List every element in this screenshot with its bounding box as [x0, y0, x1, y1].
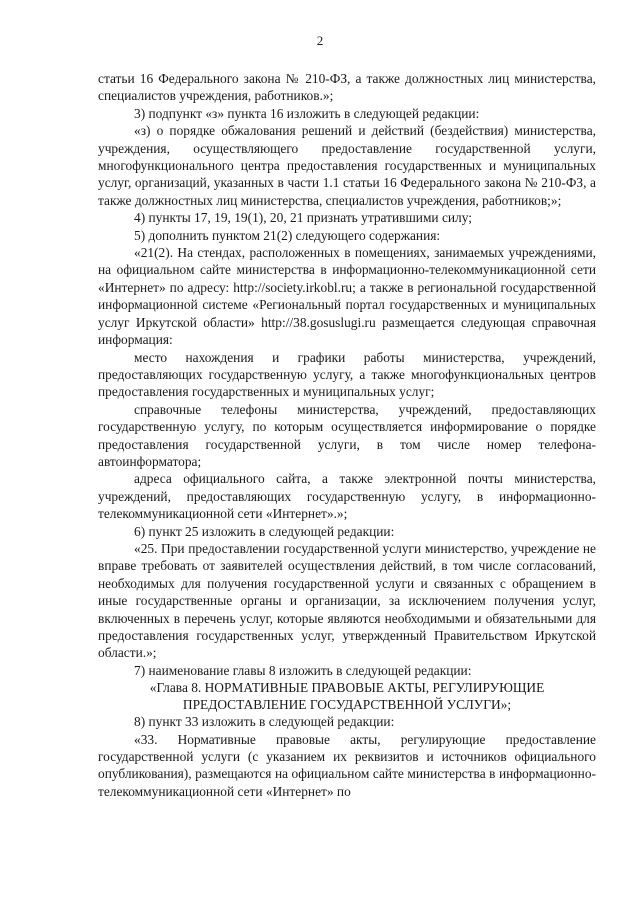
paragraph: 4) пункты 17, 19, 19(1), 20, 21 признать утратившими силу;	[134, 210, 472, 226]
page-number: 2	[316, 33, 324, 48]
paragraph: 8) пункт 33 изложить в следующей редакции:	[134, 714, 395, 730]
paragraph: «33. Нормативные правовые акты, регулирующие предоставление государственной услуги (с указанием их реквизитов и источников официального опубликования), размещаются на официальном сайте министерства в информационно-телекоммуникационной сети «Интернет» по	[98, 731, 596, 799]
paragraph: статьи 16 Федерального закона № 210-ФЗ, а также должностных лиц министерства, специалистов учреждения, работников.»;	[98, 71, 596, 104]
paragraph: справочные телефоны министерства, учреждений, предоставляющих государственную услугу, по которым осуществляется информирование о порядке предоставления государственной услуги, в том числе номер телефона-автоинформатора;	[98, 401, 596, 469]
paragraph: 7) наименование главы 8 изложить в следующей редакции:	[134, 662, 472, 678]
paragraph: место нахождения и графики работы министерства, учреждений, предоставляющих государственную услугу, а также многофункциональных центров предоставления государственных и муниципальных услуг;	[98, 349, 596, 400]
document-body	[98, 70, 596, 800]
paragraph: 6) пункт 25 изложить в следующей редакции:	[134, 523, 395, 539]
paragraph: 5) дополнить пунктом 21(2) следующего содержания:	[134, 227, 441, 243]
paragraph: «21(2). На стендах, расположенных в помещениях, занимаемых учреждениями, на официальном сайте министерства в информационно-телекоммуникационной сети «Интернет» по адресу: http://society.irkobl.ru; а также в региональной государственной информационной системе «Региональный портал государственных и муниципальных услуг Иркутской области» http://38.gosuslugi.ru размещается следующая справочная информация:	[98, 245, 596, 348]
paragraph: 3) подпункт «з» пункта 16 изложить в следующей редакции:	[134, 105, 480, 121]
paragraph: «25. При предоставлении государственной услуги министерство, учреждение не вправе требовать от заявителей осуществления действий, в том числе согласований, необходимых для получения государственной услуги и связанных с обращением в иные государственные органы и организации, за исключением получения услуг, включенных в перечень услуг, которые являются необходимыми и обязательными для предоставления государственных услуг, утвержденный Правительством Иркутской области.»;	[98, 540, 596, 661]
paragraph: адреса официального сайта, а также электронной почты министерства, учреждений, предоставляющих государственную услугу, в информационно-телекоммуникационной сети «Интернет».»;	[98, 471, 596, 522]
chapter-heading: «Глава 8. НОРМАТИВНЫЕ ПРАВОВЫЕ АКТЫ, РЕГУЛИРУЮЩИЕ ПРЕДОСТАВЛЕНИЕ ГОСУДАРСТВЕННОЙ УСЛУГИ»;	[149, 680, 545, 713]
paragraph: «з) о порядке обжалования решений и действий (бездействия) министерства, учреждения, осуществляющего предоставление государственной услуги, многофункционального центра предоставления государственных и муниципальных услуг, организаций, указанных в части 1.1 статьи 16 Федерального закона № 210-ФЗ, а также должностных лиц министерства, специалистов учреждения, работников;»;	[98, 123, 596, 208]
